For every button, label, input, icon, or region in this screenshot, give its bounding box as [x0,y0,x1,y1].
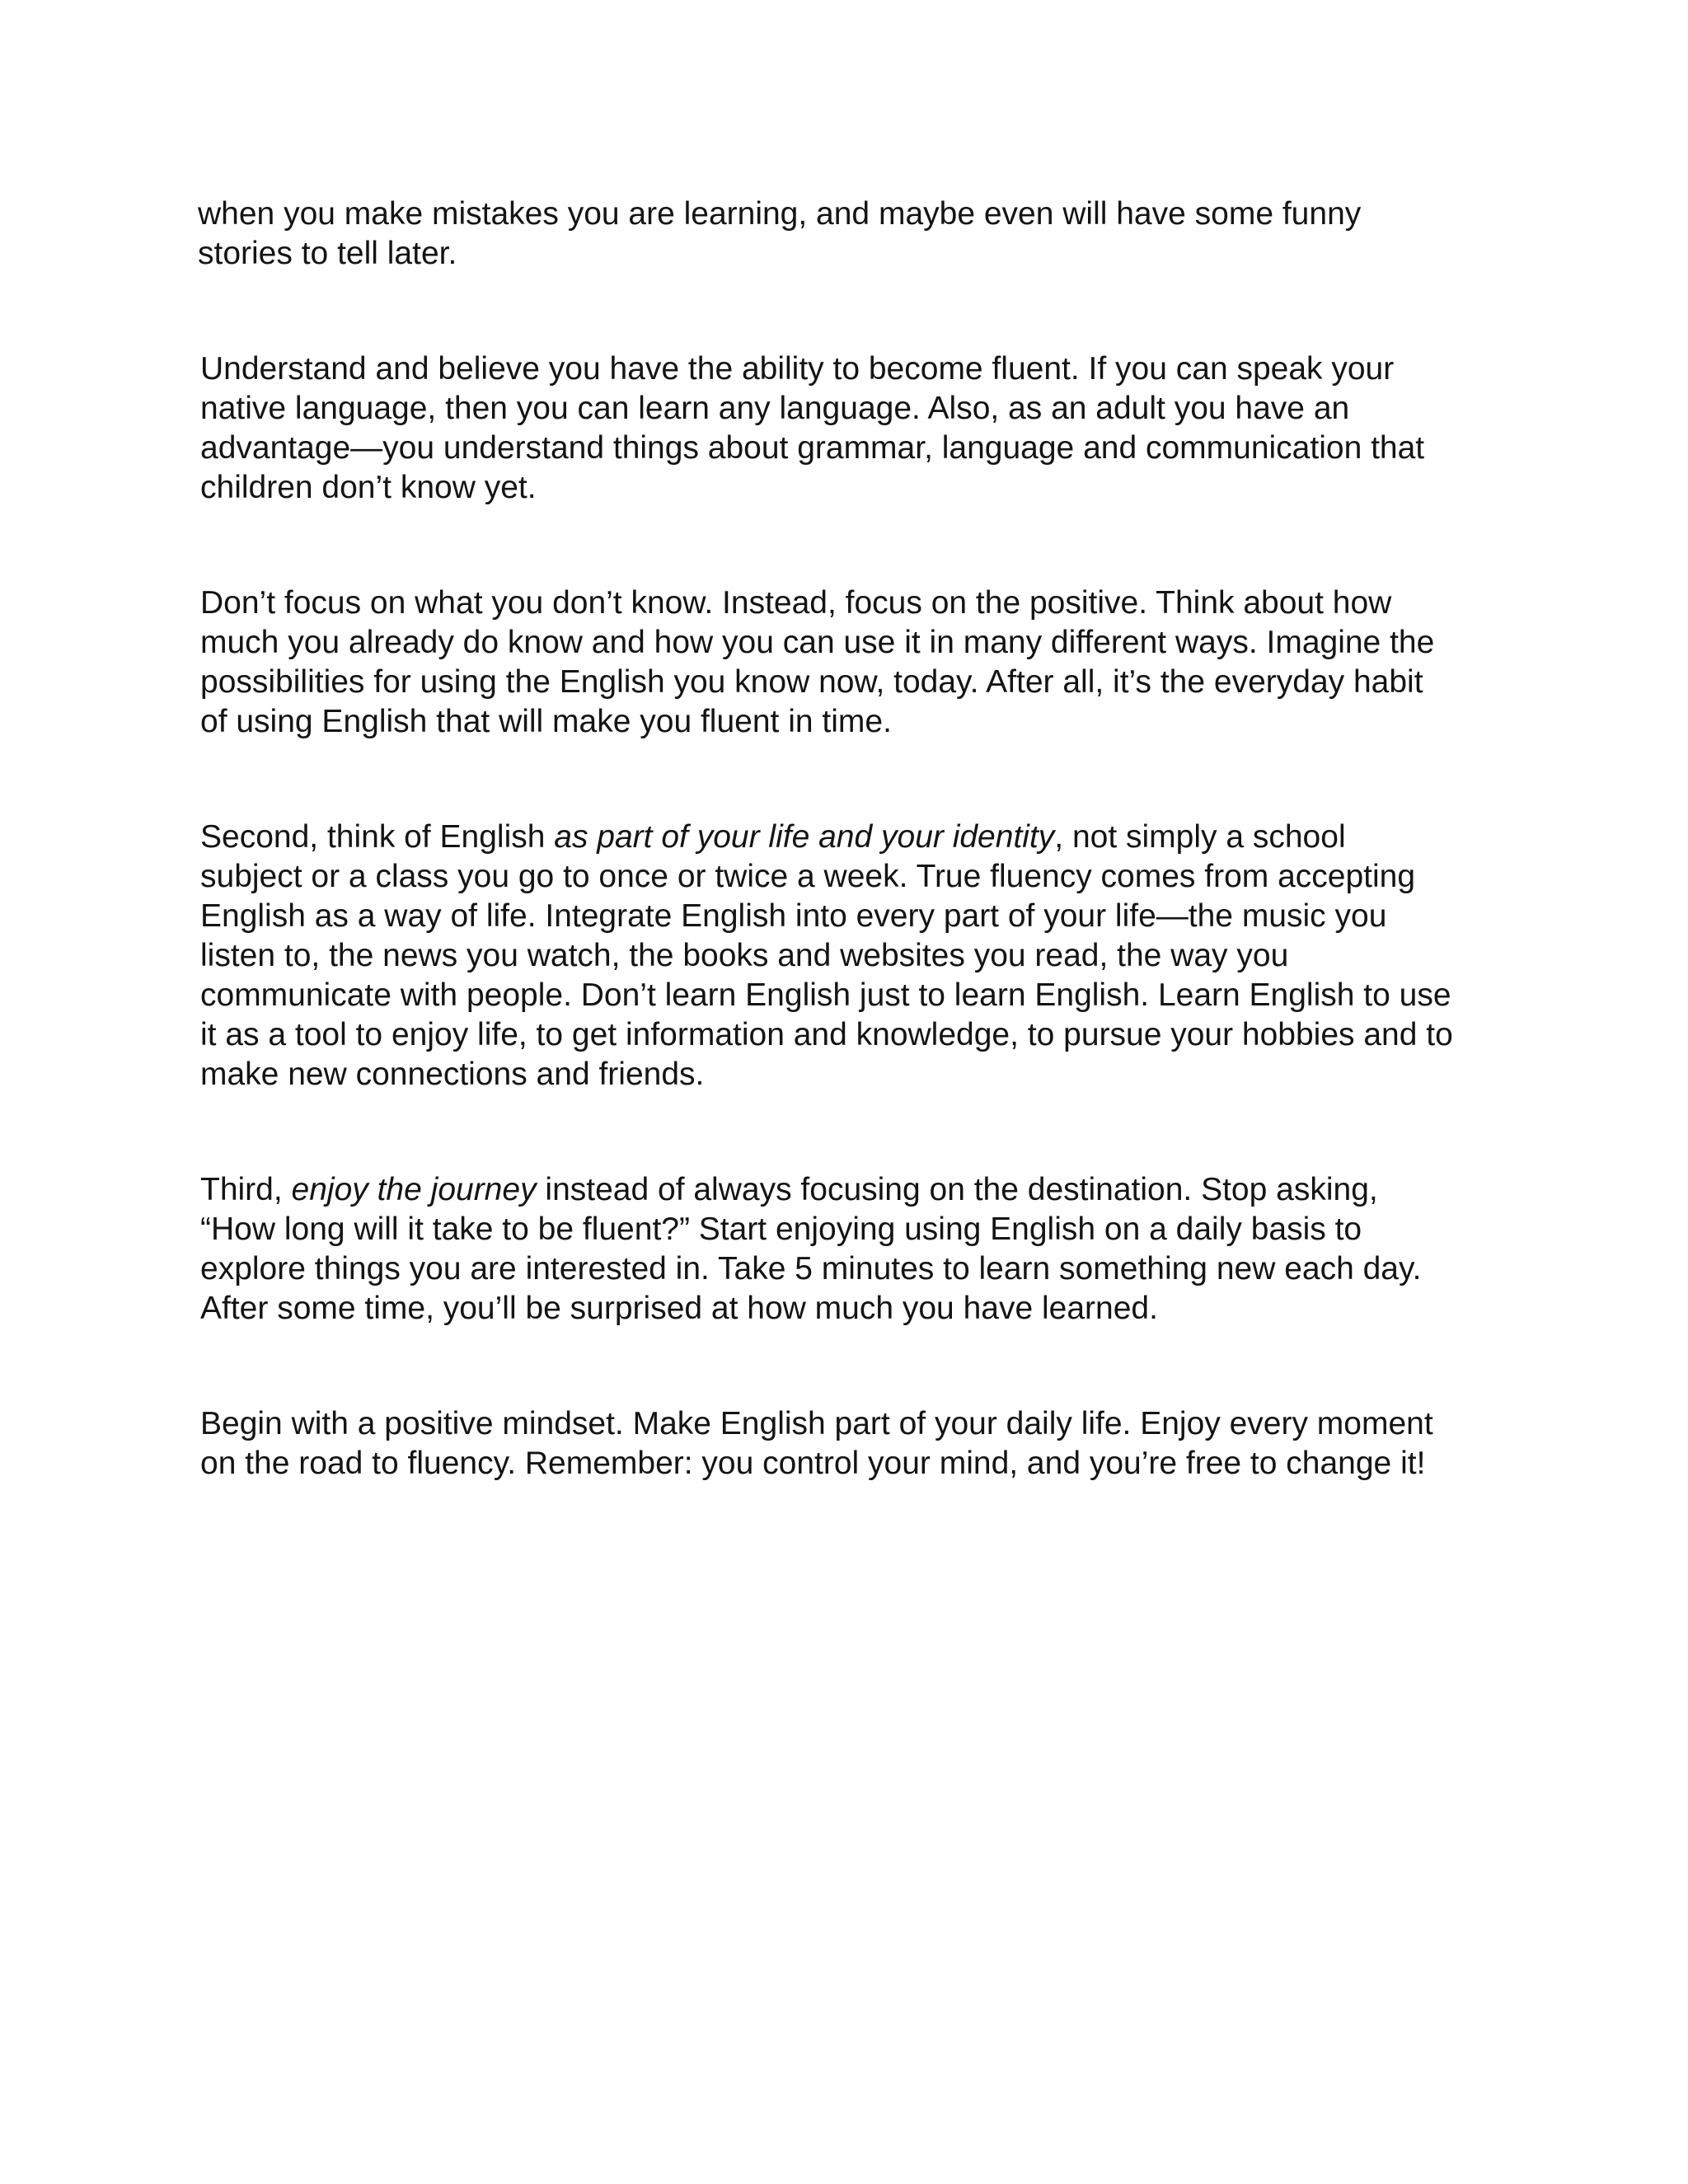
text-line [198,389,1484,429]
text-segment: advantage—you understand things about grammar, language and communication that [200,430,1425,466]
text-segment: when you make mistakes you are learning, and maybe even will have some funny [198,196,1362,232]
paragraph [198,1404,1484,1483]
text-line [198,583,1484,623]
text-line [198,1210,1484,1249]
text-line [198,1404,1484,1444]
italic-text: enjoy the journey [291,1172,537,1207]
text-line [198,897,1484,936]
text-segment: “How long will it take to be fluent?” Start enjoying using English on a daily basis to [200,1212,1362,1247]
text-line [198,1289,1484,1329]
text-line [198,429,1484,468]
text-line [198,194,1484,234]
text-segment: , not simply a school [1054,819,1346,855]
text-line [198,623,1484,663]
paragraph [198,194,1484,274]
text-segment: Don’t focus on what you don’t know. Instead, focus on the positive. Think about how [200,585,1392,621]
text-segment: much you already do know and how you can use it in many different ways. Imagine the [200,625,1435,660]
text-segment: communicate with people. Don’t learn English just to learn English. Learn English to use [200,977,1451,1013]
text-line [198,1170,1484,1210]
text-segment: native language, then you can learn any language. Also, as an adult you have an [200,391,1350,426]
text-segment: of using English that will make you fluent in time. [200,704,892,739]
text-segment: children don’t know yet. [200,470,537,505]
text-line [198,976,1484,1015]
text-segment: stories to tell later. [198,236,457,271]
text-line [198,1249,1484,1289]
paragraph [198,349,1484,508]
text-segment: Begin with a positive mindset. Make English part of your daily life. Enjoy every moment [200,1406,1433,1441]
document-body [198,194,1484,1483]
text-segment: make new connections and friends. [200,1057,705,1092]
text-segment: Understand and believe you have the ability to become fluent. If you can speak your [200,351,1395,387]
text-line [198,663,1484,702]
text-line [198,702,1484,742]
paragraph [198,818,1484,1094]
text-segment: possibilities for using the English you know now, today. After all, it’s the everyday habit [200,664,1423,700]
text-segment: subject or a class you go to once or twice a week. True fluency comes from accepting [200,859,1416,894]
text-segment: Third, [200,1172,292,1207]
text-line [198,1444,1484,1483]
text-segment: After some time, you’ll be surprised at how much you have learned. [200,1291,1158,1326]
italic-text: as part of your life and your identity [554,819,1055,855]
text-segment: instead of always focusing on the destination. Stop asking, [536,1172,1378,1207]
text-segment: it as a tool to enjoy life, to get information and knowledge, to pursue your hobbies and to [200,1017,1453,1052]
text-line [198,1015,1484,1055]
text-segment: English as a way of life. Integrate English into every part of your life—the music you [200,898,1387,934]
text-line [198,349,1484,389]
paragraph [198,583,1484,742]
text-segment: Second, think of English [200,819,555,855]
text-line [198,936,1484,976]
text-line [198,857,1484,897]
text-segment: explore things you are interested in. Take 5 minutes to learn something new each day. [200,1251,1422,1286]
text-line [198,1055,1484,1094]
paragraph [198,1170,1484,1329]
text-line [198,234,1484,274]
text-line [198,818,1484,857]
text-segment: listen to, the news you watch, the books and websites you read, the way you [200,938,1289,973]
text-line [198,468,1484,508]
text-segment: on the road to fluency. Remember: you control your mind, and you’re free to change it! [200,1446,1426,1481]
